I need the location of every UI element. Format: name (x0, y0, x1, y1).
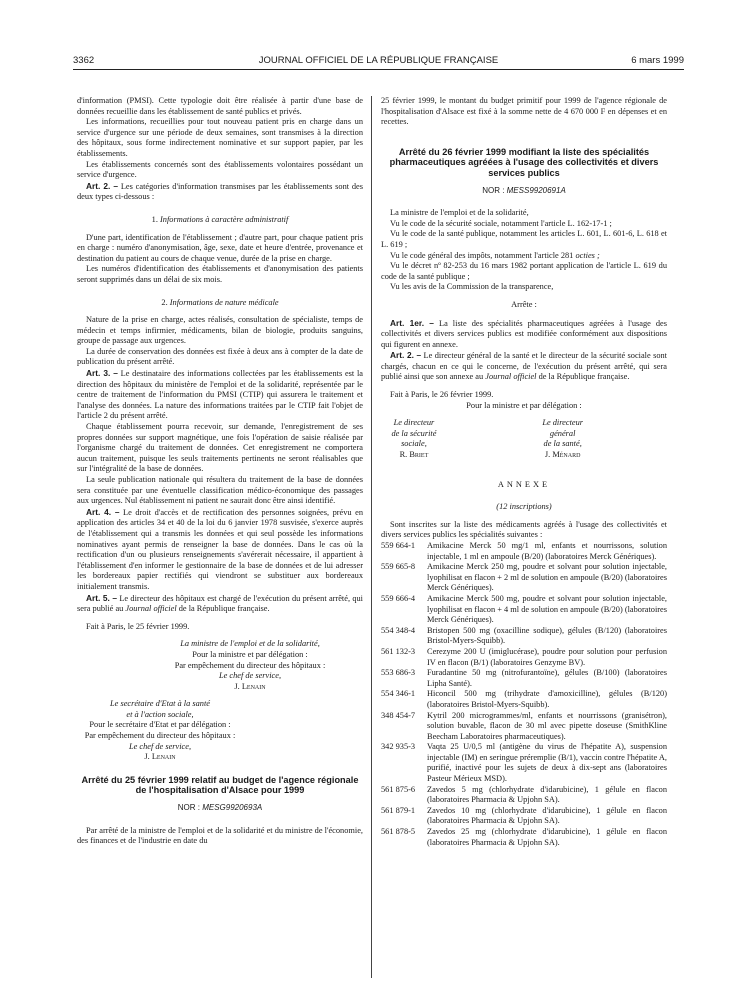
list-item (381, 668, 667, 689)
article-label: Art. 4. – (86, 506, 120, 517)
vu-line: Vu le code de la santé publique, notamment les articles L. 601, L. 601-6, L. 618 et L. 619 ; (381, 229, 667, 249)
cip-code: 553 686-3 (381, 668, 416, 678)
medication-description: Kytril 200 microgrammes/ml, enfants et nourrissons (granisétron), solution buvable, flacon de 30 ml avec pipette doseuse (SmithKline Beecham Laboratoires pharmaceutiques). (427, 710, 667, 741)
paragraph: Nature de la prise en charge, actes réalisés, consultation de spécialiste, temps de médecin et temps infirmier, médicaments, bilan de biologie, produits sanguins, groupe de passage aux urgences. (77, 315, 363, 346)
section-title: Informations à caractère administratif (160, 214, 289, 224)
article-text: Le directeur général de la santé et le directeur de la sécurité sociale sont chargés, chacun en ce qui le concerne, de l'exécution du présent arrêté, qui sera publié ainsi que son annexe au (381, 351, 667, 382)
nor-reference (77, 803, 363, 814)
section-heading (77, 298, 363, 309)
paragraph: Les informations, recueillies pour tout nouveau patient pris en charge dans un service d'urgence sur une période de deux semaines, sont transmises à la direction des hôpitaux, sous forme indirectement nominative et sur support papier, par les établissements. (77, 117, 363, 158)
list-item (381, 689, 667, 710)
cip-code: 554 346-1 (381, 689, 416, 699)
article-label: Art. 2. – (390, 350, 422, 361)
paragraph: La seule publication nationale qui résultera du traitement de la base de données sera constituée par une éventuelle classification médico-économique des passages aux urgences. Nul établissement ni patient ne saurait donc être ainsi identifié. (77, 475, 363, 506)
page-header (73, 55, 684, 69)
paragraph: La durée de conservation des données est fixée à deux ans à compter de la date de publication du présent arrêté. (77, 346, 363, 367)
section-number: 2. (161, 297, 170, 307)
signatory-name: J. Lenain (234, 681, 266, 691)
paragraph: D'une part, identification de l'établissement ; d'autre part, pour chaque patient pris en charge : numéro d'anonymisation, âge, sexe, date et heure d'entrée, provenance et destination du patient au cours de chaque venue, durée de la prise en charge. (77, 232, 363, 263)
nor-code: MESG9920693A (202, 803, 263, 813)
medication-description: Bristopen 500 mg (oxacilline sodique), gélules (B/120) (laboratoires Bristol-Myers-Squibb). (427, 625, 667, 646)
cip-code: 559 664-1 (381, 541, 416, 550)
issue-date: 6 mars 1999 (631, 55, 684, 66)
article-label: Art. 3. – (86, 368, 118, 379)
article-1 (381, 318, 667, 351)
decree-title: Arrêté du 26 février 1999 modifiant la liste des spécialités pharmaceutiques agréées à l'usage des collectivités et divers services publics (389, 146, 659, 178)
signatory-title: La ministre de l'emploi et de la solidarité, (180, 639, 320, 649)
cip-code: 559 666-4 (381, 593, 416, 603)
article-text: de la République française. (536, 372, 630, 382)
list-item (381, 785, 667, 806)
column-divider (371, 96, 372, 978)
paragraph: 25 février 1999, le montant du budget primitif pour 1999 de l'agence régionale de l'hospitalisation d'Alsace est fixé à la somme nette de 4 670 000 F en dépenses et en recettes. (381, 96, 667, 127)
paragraph: d'information (PMSI). Cette typologie doit être réalisée à partir d'une base de données recueillie dans les établissement de santé publics et privés. (77, 96, 363, 116)
page-number: 3362 (73, 55, 95, 66)
signature-block-2 (77, 699, 363, 763)
vu-line: Vu le décret nº 82-253 du 16 mars 1982 portant application de l'article L. 619 du code de la santé publique ; (381, 261, 667, 281)
annexe-intro: Sont inscrites sur la liste des médicaments agréés à l'usage des collectivités et divers services publics les spécialités suivantes : (381, 519, 667, 540)
vu-line (381, 251, 667, 262)
decree-title: Arrêté du 25 février 1999 relatif au budget de l'agence régionale de l'hospitalisation d'Alsace pour 1999 (81, 774, 359, 796)
list-item (381, 594, 667, 626)
signatory-title: Le secrétaire d'Etat à la santé (110, 699, 210, 709)
list-item (381, 711, 667, 743)
journal-title: JOURNAL OFFICIEL DE LA RÉPUBLIQUE FRANÇAISE (258, 55, 499, 66)
fait-line: Fait à Paris, le 26 février 1999. (390, 390, 494, 400)
signatory-title: Le chef de service, (128, 741, 192, 751)
cip-code: 348 454-7 (381, 710, 416, 720)
medication-description: Furadantine 50 mg (nitrofurantoïne), gélules (B/100) (laboratoires Lipha Santé). (427, 668, 667, 688)
medication-description: Cerezyme 200 U (imiglucérase), poudre pour solution pour perfusion IV en flacon (B/1) (laboratoires Genzyme BV). (427, 646, 667, 667)
article-5 (77, 593, 363, 615)
vu-italic: octies ; (575, 250, 600, 260)
list-item (381, 541, 667, 562)
signatory-title: Le directeur (393, 418, 435, 428)
medication-description: Zavedos 10 mg (chlorhydrate d'idarubicine), 1 gélule en flacon (laboratoires Pharmacia & Upjohn SA). (427, 805, 667, 826)
signatory-name: R. Briet (399, 450, 429, 460)
list-item (381, 827, 667, 848)
cip-code: 342 935-3 (381, 742, 416, 752)
signatory-title: et à l'action sociale, (126, 709, 194, 719)
inscriptions-text: (12 inscriptions) (496, 502, 552, 512)
cip-code: 559 665-8 (381, 562, 416, 572)
left-column (77, 96, 363, 847)
journal-ref: Journal officiel (485, 372, 537, 382)
signatory-line: Pour le secrétaire d'Etat et par délégation : (89, 720, 231, 730)
medication-description: Vaqta 25 U/0,5 ml (antigène du virus de l'hépatite A), suspension injectable (IM) en seringue préremplie (B/1), vaccin contre l'hépatite A, purifié, inactivé pour les sujets de deux à dix-sept ans (laboratoires Pasteur Mérieux MSD). (427, 742, 667, 784)
nor-label: NOR : (177, 803, 203, 813)
signatory-name: J. Lenain (144, 752, 176, 762)
medication-description: Hiconcil 500 mg (trihydrate d'amoxicilline), gélules (B/120) (laboratoires Bristol-Myers-Squibb). (427, 689, 667, 709)
paragraph: Par arrêté de la ministre de l'emploi et de la solidarité et du ministre de l'économie, des finances et de l'industrie en date du (77, 825, 363, 846)
list-item (381, 562, 667, 594)
signatory-title: Le chef de service, (218, 671, 282, 681)
right-column (381, 96, 667, 848)
article-2 (77, 181, 363, 203)
list-item (381, 742, 667, 784)
article-3 (77, 368, 363, 422)
nor-reference (381, 186, 667, 197)
paragraph: Les numéros d'identification des établissements et d'anonymisation des patients seront supprimés dans un délai de six mois. (77, 264, 363, 284)
signatory-line: Par empêchement du directeur des hôpitaux : (84, 731, 236, 741)
medication-description: Amikacine Merck 500 mg, poudre et solvant pour solution injectable, lyophilisat en flacon + 4 ml de solution en ampoule (B/20) (laboratoires Merck Génériques). (427, 593, 667, 625)
list-item (381, 647, 667, 668)
article-text: La liste des spécialités pharmaceutiques agréées à l'usage des collectivités et divers services publics est modifiée conformément aux dispositions qui figurent en annexe. (381, 318, 667, 349)
paragraph: Les établissements concernés sont des établissements volontaires possédant un service d'urgence. (77, 159, 363, 180)
paragraph: La ministre de l'emploi et de la solidarité, (390, 208, 529, 218)
signatory-title: Le directeur général (542, 418, 584, 438)
cip-code: 561 879-1 (381, 805, 416, 815)
signature-left (381, 418, 518, 460)
arrete-word: Arrête : (511, 299, 537, 309)
signatures-row (381, 418, 667, 460)
nor-label: NOR : (482, 185, 507, 195)
article-label: Art. 1er. – (390, 317, 434, 328)
cip-code: 561 878-5 (381, 827, 416, 837)
medication-description: Zavedos 25 mg (chlorhydrate d'idarubicine), 1 gélule en flacon (laboratoires Pharmacia & Upjohn SA). (427, 827, 667, 847)
medication-list (381, 541, 667, 848)
annexe-heading: ANNEXE (497, 479, 551, 489)
vu-line: Vu les avis de la Commission de la transparence, (390, 282, 554, 292)
section-number: 1. (151, 214, 160, 224)
section-title: Informations de nature médicale (169, 297, 279, 307)
signatory-line: Pour la ministre et par délégation : (192, 649, 308, 659)
journal-ref: Journal officiel (125, 604, 177, 614)
list-item (381, 626, 667, 647)
article-4 (77, 507, 363, 593)
signatory-name: J. Ménard (544, 450, 581, 460)
header-rule (73, 69, 684, 70)
nor-code: MESS9920691A (506, 185, 566, 195)
medication-description: Amikacine Merck 250 mg, poudre et solvant pour solution injectable, lyophilisat en flacon + 2 ml de solution en ampoule (B/20) (laboratoires Merck Génériques). (427, 562, 667, 593)
medication-description: Amikacine Merck 50 mg/1 ml, enfants et nourrissons, solution injectable, 1 ml en ampoule (B/20) (laboratoires Merck Génériques). (427, 541, 667, 561)
delegation-line: Pour la ministre et par délégation : (466, 400, 582, 410)
article-text: Le destinataire des informations collectées par les établissements est la direction des hôpitaux du ministère de l'emploi et de la solidarité, représentée par le centre de traitement de l'information du PMSI (CTIP) qui assurera le traitement et l'analyse des données. La nature des informations traitées par le CTIP fait l'objet de l'article 2 du présent arrêté. (77, 369, 364, 421)
cip-code: 561 132-3 (381, 646, 416, 656)
article-text: Les catégories d'information transmises par les établissements sont des deux types ci-dessous : (77, 181, 363, 202)
cip-code: 561 875-6 (381, 784, 416, 794)
article-2 (381, 350, 667, 383)
article-text: Le droit d'accès et de rectification des personnes soignées, prévu en application des articles 34 et 40 de la loi du 6 janvier 1978 susvisée, s'exerce auprès de l'établissement qui a transmis les données et qui seul possède les informations nominatives ayant permis de renseigner la base de données. Dans le cas où la rectification d'un ou plusieurs renseignements s'avérerait nécessaire, il appartient à l'établissement d'en informer le gestionnaire de la base de données et de lui adresser les bordereaux papier rectifiés qui viendront se substituer aux bordereaux initialement transmis. (77, 507, 364, 591)
article-label: Art. 2. – (86, 180, 119, 191)
signatory-title: de la sécurité sociale, (391, 428, 437, 449)
section-heading (77, 215, 363, 226)
vu-text: Vu le code général des impôts, notamment l'article 281 (390, 250, 576, 260)
list-item (381, 806, 667, 827)
article-text: de la République française. (176, 604, 270, 614)
fait-line: Fait à Paris, le 25 février 1999. (86, 621, 190, 631)
vu-line: Vu le code de la sécurité sociale, notamment l'article L. 162-17-1 ; (390, 218, 612, 228)
signature-block-1 (77, 639, 363, 692)
signature-right (530, 418, 667, 460)
article-text: Le directeur des hôpitaux est chargé de l'exécution du présent arrêté, qui sera publié au (77, 593, 364, 614)
paragraph: Chaque établissement pourra recevoir, sur demande, l'enregistrement de ses propres données sur support magnétique, une fois l'opération de saisie réalisée par l'organisme chargé du traitement de données. Cet enregistrement ne comportera aucun traitement, puisque les seuls traitements pertinents ne seront réalisables que sur l'intégralité de la base de données. (77, 422, 363, 474)
signatory-line: Par empêchement du directeur des hôpitaux : (174, 660, 326, 670)
inscriptions-count (381, 502, 667, 513)
cip-code: 554 348-4 (381, 625, 416, 635)
article-label: Art. 5. – (86, 592, 118, 603)
medication-description: Zavedos 5 mg (chlorhydrate d'idarubicine), 1 gélule en flacon (laboratoires Pharmacia & Upjohn SA). (427, 784, 667, 805)
signatory-title: de la santé, (543, 439, 582, 449)
